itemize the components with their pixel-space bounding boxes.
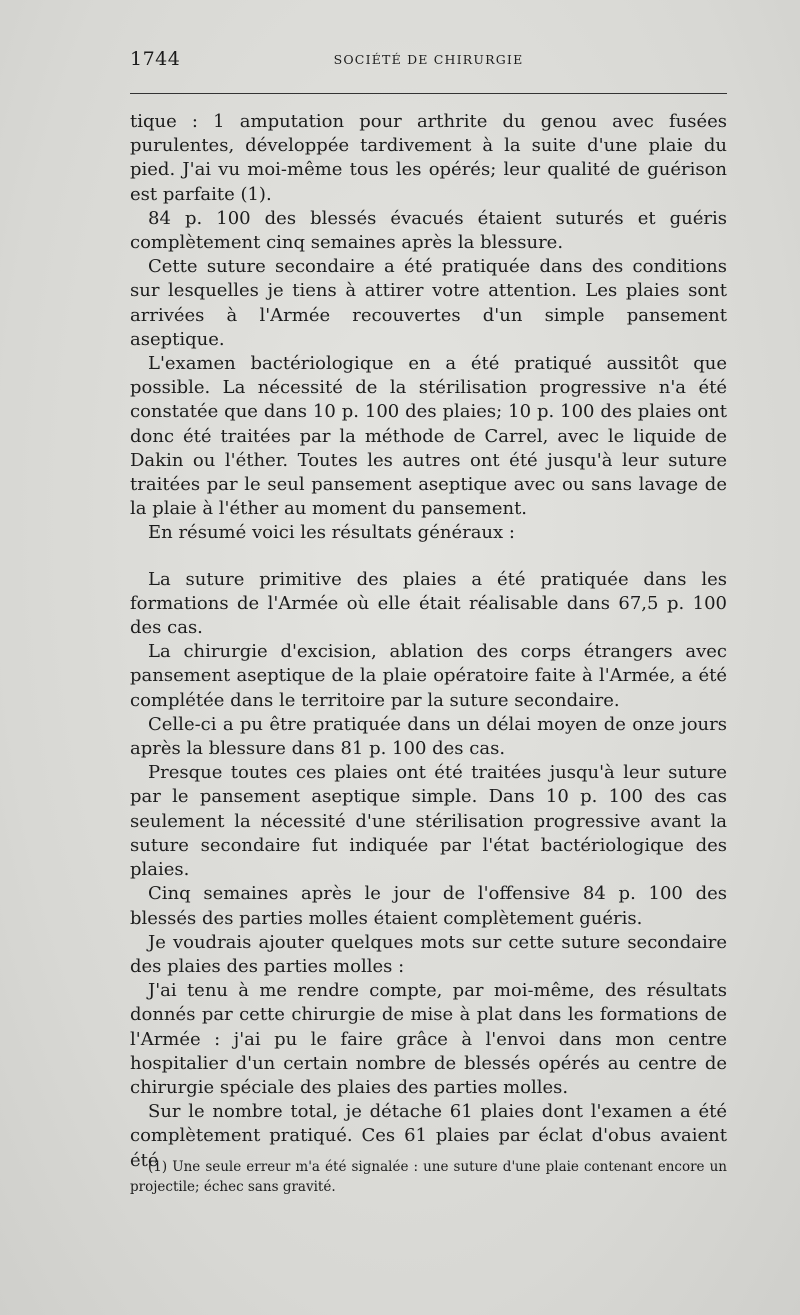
paragraph: J'ai tenu à me rendre compte, par moi-même, des résultats donnés par cette chirurgie de mise à plat dans les formations de l'Armée : j'ai pu le faire grâce à l'envoi dans mon centre hospitalier d'un certain nombre de blessés opérés au centre de chirurgie spéciale des plaies des parties molles. (130, 980, 727, 1098)
body-text (130, 110, 727, 1173)
paragraph: Cinq semaines après le jour de l'offensive 84 p. 100 des blessés des parties molles étaient complètement guéris. (130, 883, 727, 929)
paragraph: Celle-ci a pu être pratiquée dans un délai moyen de onze jours après la blessure dans 81 p. 100 des cas. (130, 713, 727, 760)
paragraph: Sur le nombre total, je détache 61 plaies dont l'examen a été complètement pratiqué. Ces 61 plaies par éclat d'obus avaient été (130, 1101, 727, 1171)
page-header (130, 48, 727, 74)
page-number: 1744 (130, 48, 181, 70)
paragraph: La chirurgie d'excision, ablation des corps étrangers avec pansement aseptique de la plaie opératoire faite à l'Armée, a été complétée dans le territoire par la suture secondaire. (130, 641, 727, 711)
footnote: (1) Une seule erreur m'a été signalée : une suture d'une plaie contenant encore un projectile; échec sans gravité. (130, 1159, 727, 1195)
paragraph: L'examen bactériologique en a été pratiqué aussitôt que possible. La nécessité de la stérilisation progressive n'a été constatée que dans 10 p. 100 des plaies; 10 p. 100 des plaies ont donc été traitées par la méthode de Carrel, avec le liquide de Dakin ou l'éther. Toutes les autres ont été jusqu'à leur suture traitées par le seul pansement aseptique avec ou sans lavage de la plaie à l'éther au moment du pansement. (130, 353, 727, 520)
running-title: SOCIÉTÉ DE CHIRURGIE (333, 52, 524, 67)
header-rule (130, 93, 727, 94)
paragraph: En résumé voici les résultats généraux : (148, 522, 515, 544)
paragraph: Cette suture secondaire a été pratiquée dans des conditions sur lesquelles je tiens à attirer votre attention. Les plaies sont arrivées à l'Armée recouvertes d'un simple pansement aseptique. (130, 256, 727, 350)
paragraph: 84 p. 100 des blessés évacués étaient suturés et guéris complètement cinq semaines après la blessure. (130, 207, 727, 254)
paragraph: Presque toutes ces plaies ont été traitées jusqu'à leur suture par le pansement aseptique simple. Dans 10 p. 100 des cas seulement la nécessité d'une stérilisation progressive avant la suture secondaire fut indiquée par l'état bactériologique des plaies. (130, 762, 727, 881)
paragraph: tique : 1 amputation pour arthrite du genou avec fusées purulentes, développée tardivement à la suite d'une plaie du pied. J'ai vu moi-même tous les opérés; leur qualité de guérison est parfaite (1). (130, 111, 727, 205)
paragraph: Je voudrais ajouter quelques mots sur cette suture secondaire des plaies des parties molles : (130, 931, 727, 977)
paragraph: La suture primitive des plaies a été pratiquée dans les formations de l'Armée où elle était réalisable dans 67,5 p. 100 des cas. (130, 568, 727, 639)
